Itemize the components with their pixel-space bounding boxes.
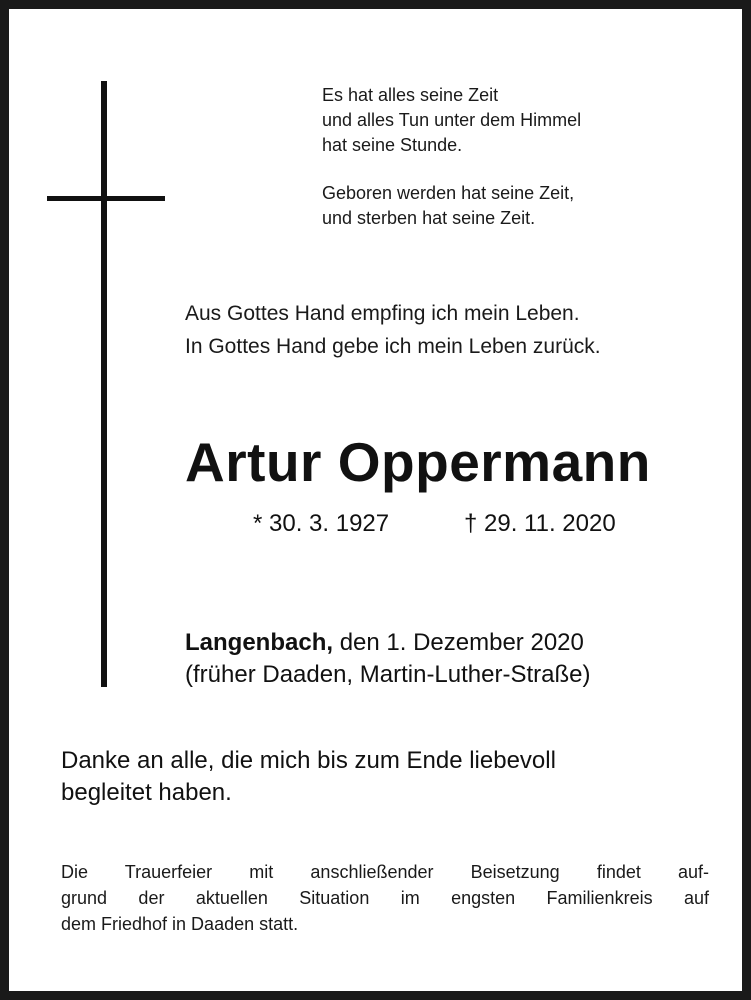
quote-line: In Gottes Hand gebe ich mein Leben zurück. bbox=[185, 335, 601, 358]
thanks-line: begleitet haben. bbox=[61, 779, 232, 806]
bible-verse-continued bbox=[322, 181, 574, 231]
verse-line: Es hat alles seine Zeit bbox=[322, 85, 499, 105]
death-date: † 29. 11. 2020 bbox=[464, 510, 616, 537]
birth-date: * 30. 3. 1927 bbox=[253, 510, 390, 537]
verse-line: und alles Tun unter dem Himmel bbox=[322, 110, 582, 130]
funeral-notice bbox=[61, 859, 709, 937]
cross-icon-crossbar bbox=[47, 196, 165, 201]
former-address: (früher Daaden, Martin-Luther-Straße) bbox=[185, 661, 591, 688]
verse-line: hat seine Stunde. bbox=[322, 135, 463, 155]
deceased-name: Artur Oppermann bbox=[185, 431, 651, 493]
place-date-line bbox=[185, 627, 591, 659]
notice-line: Die Trauerfeier mit anschließender Beisetzung findet auf- bbox=[61, 862, 709, 882]
town-name: Langenbach, bbox=[185, 629, 334, 656]
thanks-message bbox=[61, 745, 556, 809]
notice-line: grund der aktuellen Situation im engsten Familienkreis auf bbox=[61, 888, 709, 908]
verse-line: Geboren werden hat seine Zeit, bbox=[322, 183, 575, 203]
announcement-date: den 1. Dezember 2020 bbox=[333, 629, 584, 656]
cross-icon bbox=[101, 81, 107, 687]
notice-line: dem Friedhof in Daaden statt. bbox=[61, 914, 299, 934]
verse-line: und sterben hat seine Zeit. bbox=[322, 208, 536, 228]
thanks-line: Danke an alle, die mich bis zum Ende liebevoll bbox=[61, 747, 556, 774]
place-and-date bbox=[185, 627, 591, 691]
bible-verse bbox=[322, 83, 581, 158]
quote bbox=[185, 297, 601, 363]
quote-line: Aus Gottes Hand empfing ich mein Leben. bbox=[185, 302, 580, 325]
